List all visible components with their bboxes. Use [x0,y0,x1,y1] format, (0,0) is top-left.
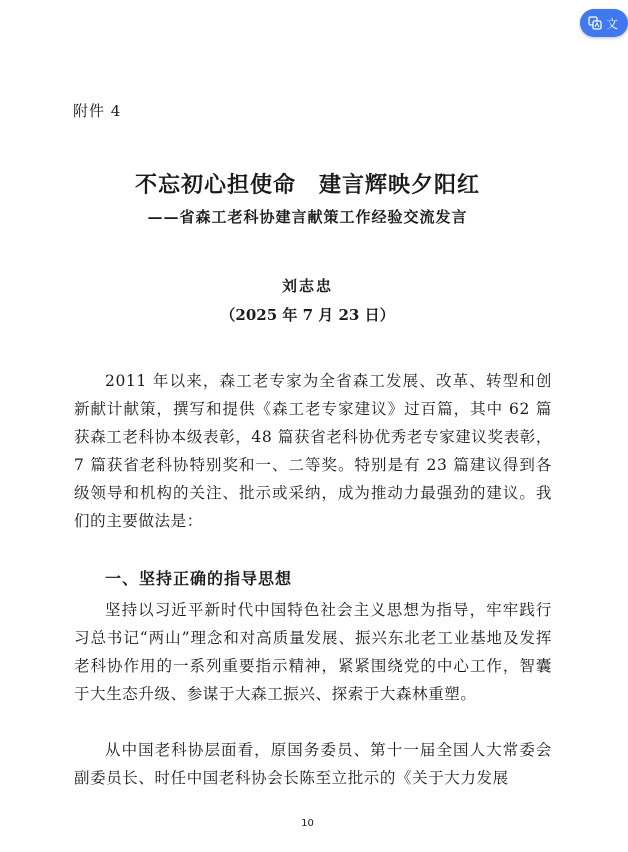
paragraph-intro: 2011 年以来，森工老专家为全省森工发展、改革、转型和创新献计献策，撰写和提供《森工老专家建议》过百篇，其中 62 篇获森工老科协本级表彰，48 篇获省老科协优秀老专家建议奖表彰，7 篇获省老科协特别奖和一、二等奖。特别是有 23 篇建议得到各级领导和机构的关注、批示或采纳，成为推动力最强劲的建议。我们的主要做法是： [74,372,552,530]
document-date: （2025 年 7 月 23 日） [220,306,395,324]
translate-button-label: 文 [606,16,619,31]
attachment-label: 附件 4 [73,102,122,120]
paragraph-national-level: 从中国老科协层面看，原国务委员、第十一届全国人大常委会副委员长、时任中国老科协会长陈至立批示的《关于大力发展 [74,741,552,787]
section-heading: 一、坚持正确的指导思想 [105,569,293,588]
document-subtitle: ——省森工老科协建言献策工作经验交流发言 [147,208,468,226]
translate-floating-button[interactable] [580,9,628,37]
paragraph-guidance: 坚持以习近平新时代中国特色社会主义思想为指导，牢牢践行习总书记“两山”理念和对高质量发展、振兴东北老工业基地及发挥老科协作用的一系列重要指示精神，紧紧围绕党的中心工作，智囊于大生态升级、参谋于大森工振兴、探索于大森林重塑。 [74,601,552,703]
document-title: 不忘初心担使命 建言辉映夕阳红 [134,172,480,198]
page-number: 10 [301,818,314,829]
author-name: 刘志忠 [281,277,333,295]
translate-icon [588,16,602,30]
